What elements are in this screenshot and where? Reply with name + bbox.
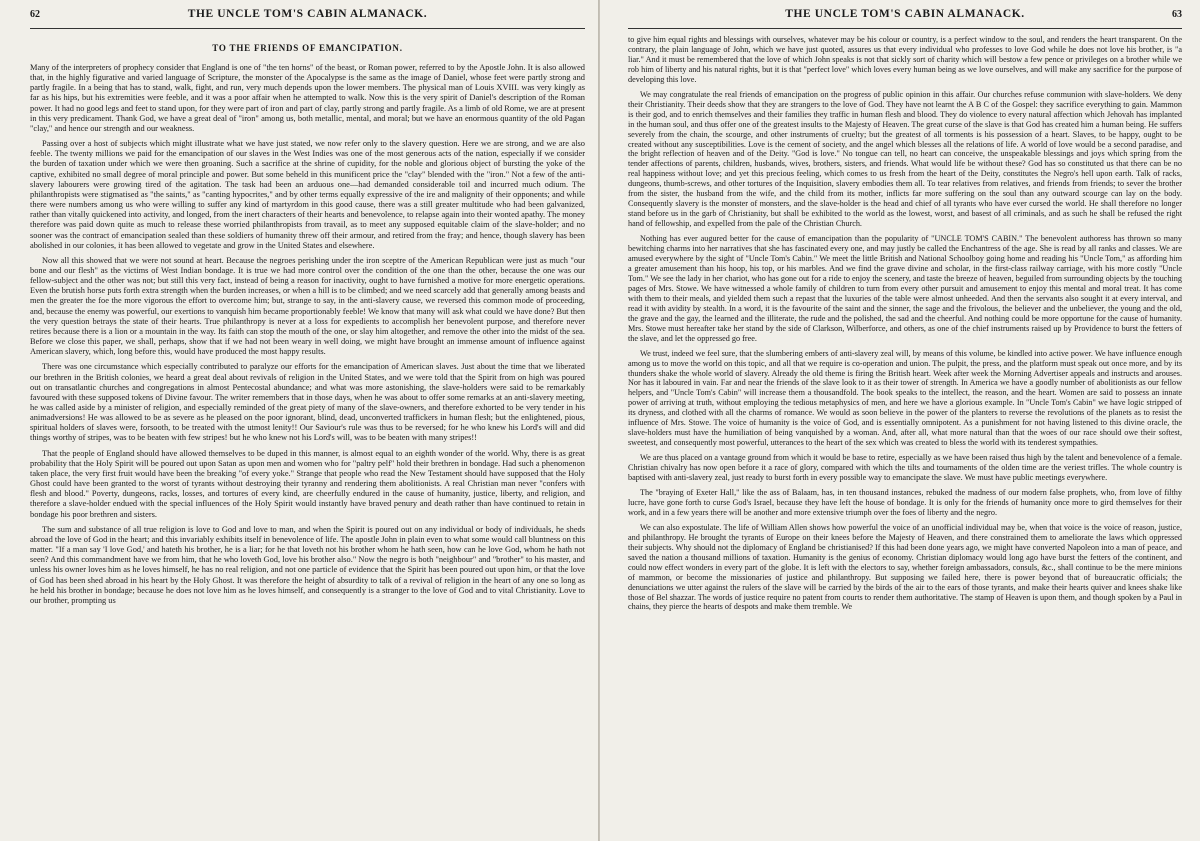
paragraph: Nothing has ever augured better for the cause of emancipation than the popularity of "UNCLE TOM'S CABIN." The benevolent authoress has thrown so many bewitching charms into her narratives that she has fascinated every one, and may justly be called the Enchantress of the age. She is read by all ranks and classes. We are amused everywhere by the sight of "Uncle Tom's Cabin." We meet the little British and National Schoolboy going home and reading his "Uncle Tom," as affording him a greater amusement than his hoop, his top, or his marbles. And we find the grave divine and scholar, in the first-class railway carriage, with his more costly "Uncle Tom." We see the lady in her chariot, who has gone out for a ride to enjoy the scenery, and taste the breeze of heaven, beguiled from surrounding objects by the touching pages of Mrs. Stowe. We have witnessed a whole family of children to turn from every other pursuit and amusement to enjoy this mental and moral treat. It has come with them to their meals, and yielded them such a repast that the luxuries of the table were almost unheeded. And then the servants also sought it at every interval, and read it with avidity by stealth. In a word, it is the favourite of the saint and the sinner, the sage and the frivolous, the believer and the unbeliever, the young and the old, the grave and the gay, the learned and the illiterate, the rude and the polished, the sad and the cheerful. And nothing could be more opportune for the cause of humanity. Mrs. Stowe must hereafter take her stand by the side of Clarkson, Wilberforce, and others, as one of the chief instruments raised up by Providence to burst the fetters of the slave, and let the oppressed go free. [628, 234, 1182, 343]
paragraph: We may congratulate the real friends of emancipation on the progress of public opinion in this affair. Our churches refuse communion with slave-holders. We deny their Christianity. Their deeds show that they are strangers to the love of God. They have not learnt the A B C of the Gospel: they sacrifice everything to gain. Mammon is their god, and to enrich themselves and their families they traffic in human flesh and blood. They do violence to every natural affection which Jehovah has implanted in the human soul, and thus offer one of the greatest insults to the Majesty of Heaven. The great curse of the slave is that God has created him a human being. He suffers severely from the chain, the scourge, and other instruments of cruelty; but the greatest of all torments is his possession of a heart. Slaves, to be happy, ought to be created without any susceptibilities. Love is the cement of society, and the angel which blesses all the relations of life. A world of love would be a second paradise, and the bright reflection of heaven and of the Deity. "God is love." No tongue can tell, no heart can conceive, the unspeakable blessings and joys which spring from the tender affections of parents, children, husbands, wives, brothers, sisters, and friends. What would life be without these? God has so constituted us that there can be no real happiness without love; and yet this precious feeling, which comes to us fresh from the heart of the Deity, constitutes the Negro's hell upon earth. Talk of racks, dungeons, thumb-screws, and other tortures of the Inquisition, slavery embodies them all. To tear relatives from relatives, and friends from friends; to sever the brother from the sister, the husband from the wife, and the child from its mother, inflicts far more suffering on the soul than any outward scourge can lay on the body. Consequently slavery is the monster of monsters, and the slave-holder is the head and chief of all tyrants who have ever cursed the world. He shall therefore no longer stand before us in the garb of Christianity, but shall be exhibited to the world as the lowest, worst, and basest of all criminals, and as such he shall be refused the right hand of fellowship, and expelled from the pale of the Christian Church. [628, 89, 1182, 229]
running-header [30, 8, 585, 29]
running-head-title: THE UNCLE TOM'S CABIN ALMANACK. [785, 8, 1025, 20]
paragraph: That the people of England should have allowed themselves to be duped in this manner, is almost equal to an eighth wonder of the world. Why, there is as great probability that the Holy Spirit will be poured out upon Satan as upon men and women who for "paltry pelf" hold their brethren in bondage. Had such a phenomenon taken place, the very first fruit would have been the breaking "of every yoke." Strange that people who read the New Testament should have supposed that the Holy Ghost could have been granted to the worst of tyrants without destroying their tyranny and rendering them abolitionists. A real Christian man never "confers with flesh and blood." Poverty, dungeons, racks, losses, and tortures of every kind, are cheerfully endured in the cause of humanity, justice, liberty, and religion, and therefore a slave-holder endued with the special influences of the Holy Spirit would instantly have braved penury and death rather than have continued to retain in bondage his poor brethren and sisters. [30, 448, 585, 519]
paragraph: There was one circumstance which especially contributed to paralyze our efforts for the emancipation of American slaves. Just about the time that we liberated our brethren in the British colonies, we heard a great deal about revivals of religion in the United States, and we were told that the Spirit from on high was poured out on transatlantic churches and congregations in almost Pentecostal abundance; and what was more astonishing, the slave-holders were said to be remarkably favoured with these supposed tokens of Divine favour. The writer remembers that in those days, when he was about to offer some remarks at an anti-slavery meeting, he was called aside by a minister of religion, and especially reminded of the great piety of many of the slave-owners, and therefore exhorted to be very tender in his animadversions! He was allowed to be as severe as he pleased on the poor ignorant, blind, dead, unconverted traffickers in human flesh; but the enlightened, pious, spiritual holders of slaves were, forsooth, to be treated with the utmost lenity!! Our Saviour's rule was thus to be reversed; for he who knew his Lord's will and did things worthy of stripes, was to be beaten with few stripes! but he who knew not his Lord's will, was to be beaten with many stripes!! [30, 362, 585, 443]
paragraph: Many of the interpreters of prophecy consider that England is one of "the ten horns" of the beast, or Roman power, referred to by the Apostle John. It is also allowed that, in the highly figurative and varied language of Scripture, the monster of the Apocalypse is the same as the image of Daniel, whose feet were partly strong and partly fragile. In a being that has to stand, walk, fight, and run, very much depends upon the lower members. The physical man of Louis XVIII. was very kingly as far as his hips, but his extremities were feeble, and it was a poor affair when he attempted to walk. Now this is the very spirit of Daniel's description of the Roman power. It had no good legs and feet to stand upon, for they were part of iron and part of clay, partly strong and partly fragile. As a limb of old Rome, we are at present in this very predicament. Thank God, we have a great deal of "iron" among us, both metallic, mental, and moral; but we have an enormous quantity of the old Pagan "clay," and hence our strength and our weakness. [30, 63, 585, 133]
running-header [628, 8, 1182, 29]
page-number: 62 [30, 9, 40, 20]
paragraph: to give him equal rights and blessings with ourselves, whatever may be his colour or country, is a perfect window to the soul, and renders the heart transparent. On the contrary, the plain language of John, which we have just quoted, assures us that every individual who professes to love God while he does not love his brother, is "a liar." And it must be remembered that the love of which John speaks is not that sickly sort of charity which will bestow a few pence or privileges on a brother while we rob him of liberty and his natural rights, but it is that "perfect love" which loves every human being as we love ourselves, and will make any sacrifice for the purpose of developing this love. [628, 35, 1182, 84]
paragraph: The "braying of Exeter Hall," like the ass of Balaam, has, in ten thousand instances, rebuked the madness of our modern false prophets, who, from love of filthy lucre, have gone forth to curse God's Israel, because they have left the house of bondage. It is only for the friends of humanity once more to gird themselves for their work, and in a few years there will be another and more extensive triumph over the foes of liberty and the negro. [628, 487, 1182, 517]
page-number: 63 [1172, 9, 1182, 20]
section-title: TO THE FRIENDS OF EMANCIPATION. [212, 43, 403, 53]
right-page [600, 0, 1200, 841]
paragraph: The sum and substance of all true religion is love to God and love to man, and when the Spirit is poured out on any individual or body of individuals, he sheds abroad the love of God in the heart; and this invariably exhibits itself in benevolence of life. The apostle John in plain even to what some would call bluntness on this matter. "If a man say 'I love God,' and hateth his brother, he is a liar; for he that loveth not his brother whom he hath seen, how can he love God, whom he hath not seen? And this commandment have we from him, that he who loveth God, love his brother also." Now the negro is both "neighbour" and "brother" to his master, and unless his owner loves him as he loves himself, he has no real religion, and not one particle of evidence that the Spirit has been poured out upon him, or that the love of God has been shed abroad in his heart by the Holy Ghost. It was therefore the height of absurdity to talk of a revival of religion in the heart of any one so long as he held his brother in bondage; because he does not love him as he loves himself, and consequently is a stranger to the love of God and to vital Christianity. Love to our brother, prompting us [30, 524, 585, 605]
article-body [30, 63, 585, 606]
article-body [628, 35, 1182, 612]
paragraph: We trust, indeed we feel sure, that the slumbering embers of anti-slavery zeal will, by means of this volume, be kindled into active power. We have influence enough among us to move the world on this topic, and all that we require is co-operation and union. The pulpit, the press, and the platform must speak out once more, and by its thunders shake the whole world of slavery. Already the old theme is firing the British heart. Week after week the Morning Advertiser appeals and instructs and arouses. Nor has it laboured in vain. Far and near the friends of the slave look to it as their tower of strength. In America we have a goodly number of abolitionists as our fellow helpers, and "Uncle Tom's Cabin" will increase them a thousandfold. The book speaks to the intellect, the reason, and the heart. Women are said to possess an innate power of arriving at truth, without employing the tedious metaphysics of men, and here we have a glorious example. In "Uncle Tom's Cabin" we have logic stripped of its dryness, and clothed with all the charms of romance. We would as soon believe in the power of the planters to reverse the revolutions of the planets as to resist the influence of Mrs. Stowe. The voice of humanity is the voice of God, and is essentially omnipotent. As a punishment for not having listened to this divine oracle, the slave-holders must have the humiliation of being vanquished by a woman. And, after all, what more natural than that the woes of our race should owe their softest, sweetest, and consequently most powerful, utterances to the heart of the sex which was created to bless the world with its tenderest sympathies. [628, 348, 1182, 448]
paragraph: Passing over a host of subjects which might illustrate what we have just stated, we now refer only to the slavery question. Here we are strong, and we are also feeble. The twenty millions we paid for the emancipation of our slaves in the West Indies was one of the most generous acts of the nation, especially if we consider the burden of taxation under which we were then groaning. Such a sacrifice at the shrine of cupidity, for the noble and glorious object of bursting the yoke of the captive, exhibited no small degree of moral principle and power. But some beheld in this munificent price the "clay" blended with the "iron." Not a few of the anti-slavery labourers were growing tired of the agitation. The task had been an arduous one—had demanded considerable toil and incurred much odium. The philanthropists were stigmatised as "the saints," as "canting hypocrites," and by other terms equally expressive of the ire and malignity of their opponents; and while there were numbers among us who were willing to suffer any kind of martyrdom in this good cause, there was a still greater multitude who had been galvanized, rather than vitally quickened into activity, and longed, from the inert characters of their hearts and benevolence, to relapse again into their wonted apathy. The money therefore was paid down quite as much to release these worried philanthropists from travail, as to meet any supposed equitable claim of the slave-holder; and no sooner was the contract of emancipation sealed than these soldiers of humanity threw off their armour, and retired from the fray; and hence, though slavery has been abolished in our colonies, it has been allowed to vegetate and grow in the United States and elsewhere. [30, 139, 585, 250]
paragraph: Now all this showed that we were not sound at heart. Because the negroes perishing under the iron sceptre of the American Republican were just as much "our bone and our flesh" as the victims of West Indian bondage. It is true we had more control over the condition of the one than the other, because the one was our fellow-subject and the other was not; but still this very fact, instead of being a reason for inactivity, ought to have furnished a motive for more energetic operations. Even the brutish horse puts forth extra strength when the burden increases, or when a hill is to be climbed; and we need scarcely add that generally among beasts and men the greater the foe the more vigorous the effort to overcome him; but, strange to say, in the anti-slavery cause, we reversed this common mode of proceeding, and, because the enemy was powerful, our exertions to vanquish him became proportionably feeble! We know that many will ask what could we have done? But then the very question betrays the state of their hearts. True philanthropy is never at a loss for expedients to accomplish her benevolent purpose, and therefore never retires because there is a lion or a mountain in the way. Its faith can stop the mouth of the one, or slay him altogether, and remove the other into the midst of the sea. Before we close this paper, we shall, perhaps, show that if we had not been weary in well doing, we might have brought an immense amount of influence against American slavery, which, long before this, would have produced the most happy results. [30, 255, 586, 357]
running-head-title: THE UNCLE TOM'S CABIN ALMANACK. [187, 8, 428, 20]
paragraph: We can also expostulate. The life of William Allen shows how powerful the voice of an unofficial individual may be, when that voice is the voice of reason, justice, and philanthropy. He brought the tyrants of Europe on their knees before the Majesty of Heaven, and there constrained them to ameliorate the laws which oppressed their subjects. Why should not the diplomacy of England be christianised? If this had been done years ago, we might have converted Napoleon into a man of peace, and saved the nation a thousand millions of taxation. Humanity is the genius of economy. Christian diplomacy would long ago have burst the fetters of the continent, and could now effect wonders in every part of the globe. It is left with the electors to say, whether foreign ambassadors, consuls, &c., shall continue to be the mere minions of mammon, or become the missionaries of justice and philanthropy. But supposing we failed here, there is power beyond that of bureaucratic officials; the denunciations we utter against the rulers of the slave will be carried by the birds of the air to the ears of those tyrants, and make their hearts quiver and knees shake like those of Bel shazzar. The words of justice require no patent from courts to render them authoritative. The stamp of Heaven is upon them, and though spoken by a Paul in chains, they pierce the hearts of despots and make them tremble. We [628, 522, 1182, 612]
paragraph: We are thus placed on a vantage ground from which it would be base to retire, especially as we have been raised thus high by the talent and benevolence of a female. Christian chivalry has now open before it a race of glory, compared with which the tilts and tournaments of the olden time are the veriest trifles. The whole country is baptised with anti-slavery zeal, just ready to burst forth in every possible way to emancipate the slave. We must have public meetings everywhere. [628, 453, 1182, 483]
